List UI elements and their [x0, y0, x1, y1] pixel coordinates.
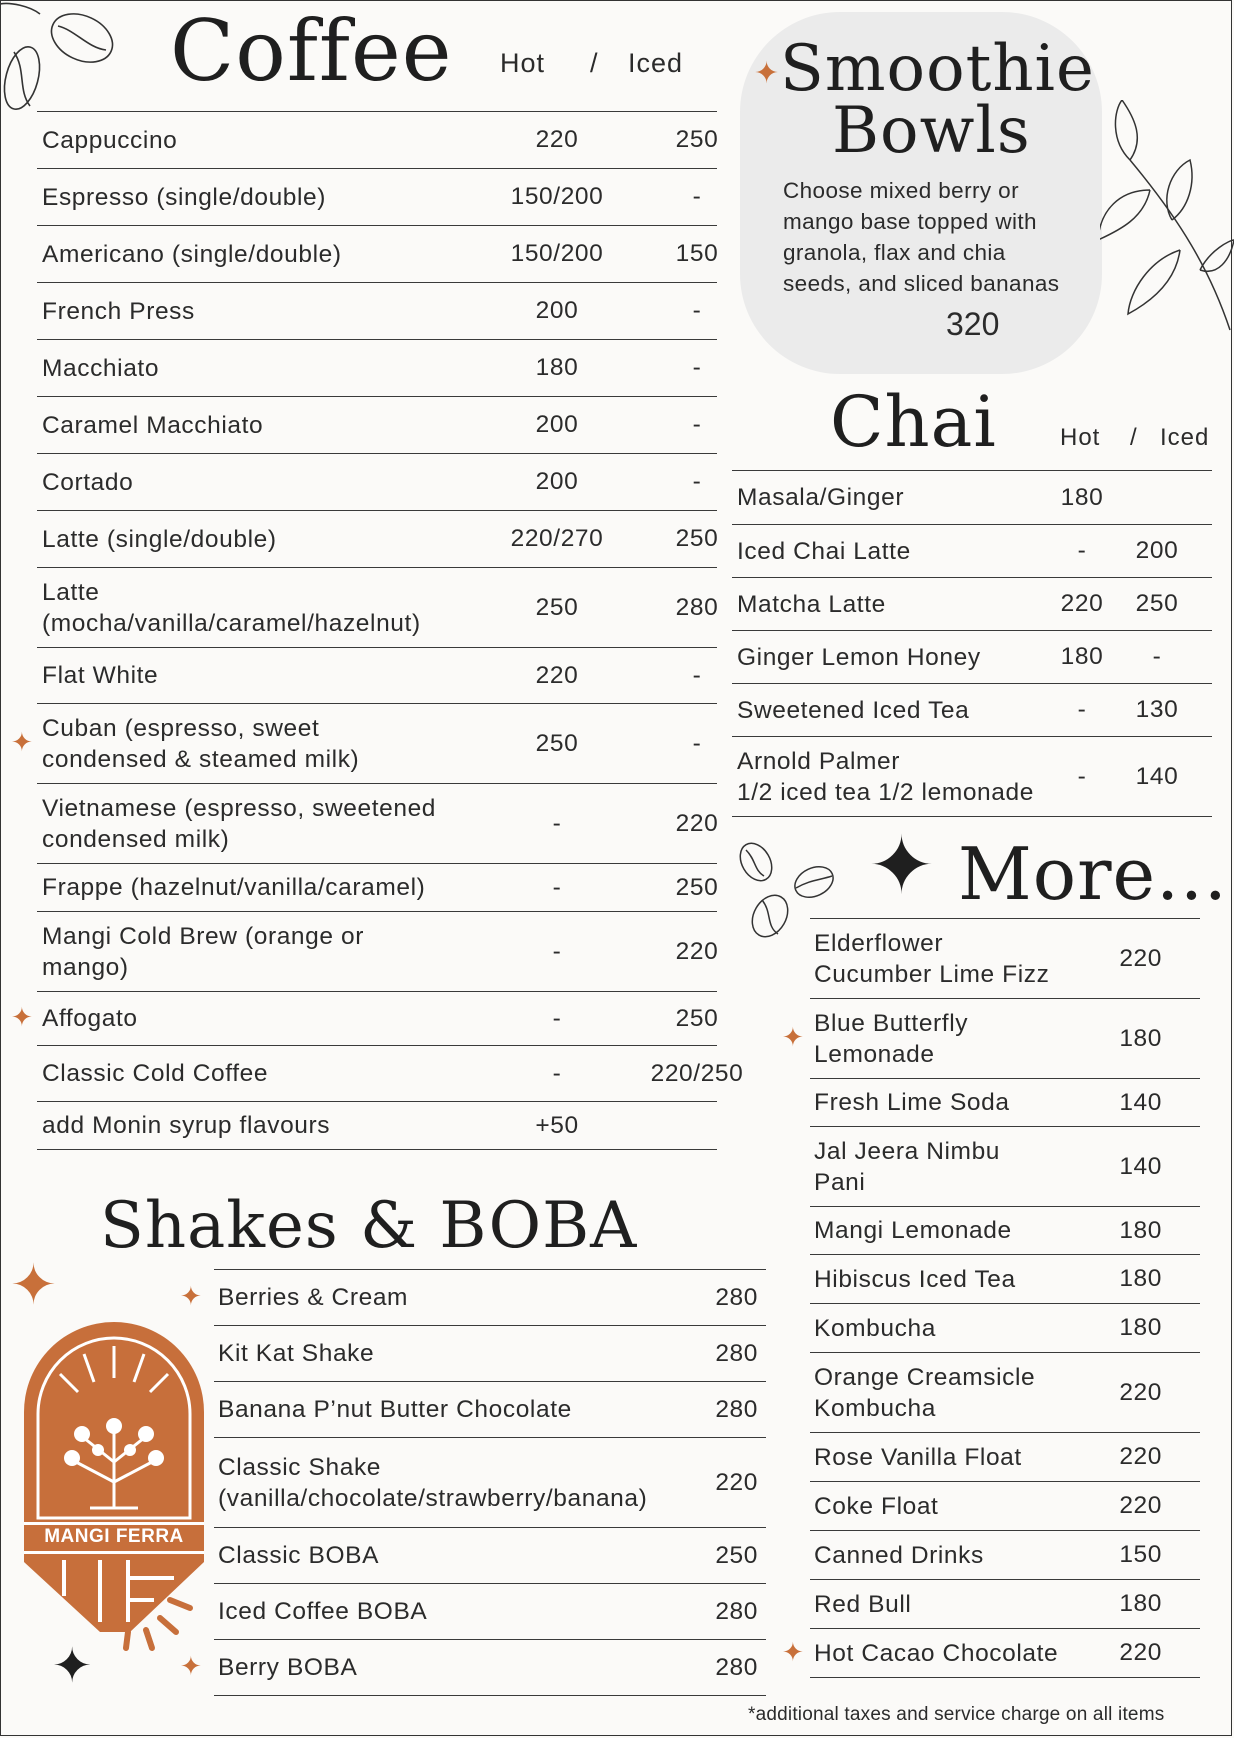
coffee-item-name: Frappe (hazelnut/vanilla/caramel): [42, 874, 426, 901]
chai-item-name: Masala/Ginger: [737, 484, 905, 511]
chai-item-name: Matcha Latte: [737, 590, 886, 618]
more-item-name: Jal Jeera Nimbu Pani: [814, 1137, 1001, 1196]
more-item-name: Hot Cacao Chocolate: [814, 1639, 1059, 1667]
coffee-item-name: Cortado: [42, 468, 134, 496]
coffee-item-hot: 200: [535, 297, 579, 324]
more-item-row: [810, 999, 1200, 1079]
coffee-item-hot: -: [552, 809, 562, 837]
chai-item-iced: 250: [1135, 590, 1179, 617]
coffee-item-name: add Monin syrup flavours: [42, 1112, 331, 1139]
more-item-price: 150: [1119, 1541, 1162, 1568]
coffee-slash: /: [590, 48, 599, 78]
coffee-item-iced: -: [692, 183, 702, 210]
sparkle-star-icon: ✦: [10, 1253, 57, 1316]
more-item-name: Rose Vanilla Float: [814, 1443, 1022, 1471]
chai-item-row: [732, 737, 1212, 817]
more-item-price: 220: [1119, 944, 1162, 972]
shakes-item-row: [214, 1326, 766, 1382]
footer-note: *additional taxes and service charge on all items: [748, 1704, 1165, 1725]
sparkle-star-icon: ✦: [754, 57, 780, 90]
smoothie-title-line1: Smoothie: [780, 32, 1095, 106]
coffee-item-name: Macchiato: [42, 354, 160, 382]
more-item-name: Coke Float: [814, 1492, 939, 1520]
chai-iced-header: Iced: [1160, 424, 1210, 451]
coffee-item-hot: 220: [535, 126, 579, 153]
shakes-item-price: 280: [715, 1283, 758, 1311]
more-item-row: [810, 1127, 1200, 1207]
sparkle-star-icon: ✦: [180, 1651, 202, 1681]
coffee-item-row: [37, 226, 717, 283]
shakes-title: Shakes & BOBA: [100, 1189, 638, 1263]
more-item-row: [810, 1433, 1200, 1482]
coffee-item-iced: -: [692, 411, 702, 438]
coffee-item-hot: -: [552, 937, 562, 965]
more-item-row: [810, 1580, 1200, 1629]
coffee-item-row: [37, 648, 717, 704]
more-item-row: [810, 1255, 1200, 1304]
more-item-name: Red Bull: [814, 1590, 912, 1618]
sparkle-star-icon: ✦: [180, 1281, 202, 1311]
more-item-price: 180: [1119, 1590, 1162, 1617]
coffee-item-iced: -: [692, 297, 702, 324]
more-title: More...: [958, 832, 1228, 916]
more-item-name: Canned Drinks: [814, 1541, 984, 1569]
shakes-item-name: Berry BOBA: [218, 1654, 358, 1681]
coffee-item-row: [37, 1046, 744, 1102]
chai-item-row: [732, 631, 1212, 684]
coffee-item-iced: 250: [675, 873, 719, 901]
smoothie-title-line2: Bowls: [832, 94, 1031, 168]
sparkle-star-icon: ✦: [11, 1002, 33, 1032]
more-item-name: Kombucha: [814, 1314, 936, 1342]
logo-text: MANGI FERRA: [44, 1526, 184, 1547]
coffee-item-hot: 250: [535, 593, 579, 621]
shakes-item-row: [214, 1584, 766, 1640]
coffee-item-hot: 220: [535, 661, 579, 689]
coffee-item-hot: 150/200: [510, 240, 604, 267]
more-item-name: Mangi Lemonade: [814, 1217, 1012, 1244]
more-item-price: 140: [1119, 1152, 1162, 1180]
more-item-price: 220: [1119, 1492, 1162, 1519]
coffee-item-hot: -: [552, 1059, 562, 1087]
coffee-item-iced: 250: [675, 1004, 719, 1032]
smoothie-description: Choose mixed berry or mango base topped with granola, flax and chia seeds, and sliced bananas: [783, 178, 1060, 296]
coffee-item-name: French Press: [42, 297, 195, 325]
sparkle-star-icon: ✦: [782, 1636, 804, 1667]
coffee-item-hot: -: [552, 873, 562, 901]
coffee-item-hot: +50: [535, 1111, 579, 1139]
shakes-item-price: 280: [715, 1653, 758, 1681]
more-item-row: [810, 1482, 1200, 1531]
coffee-item-row: [37, 340, 717, 397]
shakes-item-price: 250: [715, 1541, 758, 1569]
more-item-price: 220: [1119, 1378, 1162, 1406]
coffee-item-name: Affogato: [42, 1005, 138, 1032]
chai-item-hot: 220: [1060, 590, 1104, 617]
coffee-item-row: [37, 568, 717, 648]
coffee-item-hot: 220/270: [510, 525, 604, 552]
more-item-name: Orange Creamsicle Kombucha: [814, 1363, 1036, 1422]
chai-item-row: [732, 578, 1212, 631]
shakes-item-name: Banana P’nut Butter Chocolate: [218, 1396, 572, 1423]
chai-item-name: Sweetened Iced Tea: [737, 696, 970, 724]
coffee-item-name: Cuban (espresso, sweet condensed & steamed milk): [42, 714, 360, 773]
shakes-item-name: Iced Coffee BOBA: [218, 1598, 428, 1625]
coffee-item-row: [37, 1102, 717, 1150]
coffee-item-name: Latte (single/double): [42, 525, 277, 553]
coffee-item-name: Espresso (single/double): [42, 183, 327, 211]
coffee-item-iced: 280: [675, 593, 719, 621]
coffee-item-iced: 220: [675, 937, 719, 965]
chai-item-name: Ginger Lemon Honey: [737, 643, 981, 671]
coffee-item-row: [37, 511, 717, 568]
more-item-price: 220: [1119, 1639, 1162, 1666]
more-item-row: [810, 1079, 1200, 1127]
coffee-item-name: Latte (mocha/vanilla/caramel/hazelnut): [42, 578, 421, 637]
more-item-price: 220: [1119, 1443, 1162, 1470]
more-item-name: Hibiscus Iced Tea: [814, 1265, 1016, 1293]
more-item-name: Blue Butterfly Lemonade: [814, 1009, 969, 1068]
coffee-iced-header: Iced: [628, 48, 684, 78]
shakes-item-row: [214, 1528, 766, 1584]
shakes-item-name: Classic Shake (vanilla/chocolate/strawberry/banana): [218, 1453, 648, 1512]
chai-item-row: [732, 471, 1212, 525]
coffee-item-name: Caramel Macchiato: [42, 411, 264, 439]
smoothie-price: 320: [946, 306, 1000, 342]
coffee-item-row: [37, 704, 717, 784]
shakes-item-price: 280: [715, 1597, 758, 1625]
coffee-item-row: [37, 454, 717, 511]
coffee-item-iced: 220/250: [650, 1059, 744, 1087]
coffee-item-name: Mangi Cold Brew (orange or mango): [42, 922, 364, 981]
coffee-item-row: [37, 992, 717, 1046]
coffee-item-hot: 180: [535, 354, 579, 381]
more-item-price: 180: [1119, 1216, 1162, 1244]
coffee-item-hot: 150/200: [510, 183, 604, 210]
coffee-item-row: [37, 397, 717, 454]
chai-item-iced: 130: [1135, 696, 1179, 723]
more-item-row: [810, 1353, 1200, 1433]
coffee-item-hot: 200: [535, 468, 579, 495]
coffee-item-row: [37, 169, 717, 226]
coffee-item-row: [37, 864, 717, 912]
chai-item-name: Arnold Palmer 1/2 iced tea 1/2 lemonade: [737, 747, 1034, 806]
coffee-bean-icon: [0, 0, 130, 120]
chai-item-hot: -: [1077, 762, 1087, 790]
shakes-item-price: 280: [715, 1395, 758, 1423]
coffee-item-iced: -: [692, 354, 702, 381]
more-item-price: 180: [1119, 1314, 1162, 1341]
more-item-row: [810, 1207, 1200, 1255]
coffee-item-iced: 220: [675, 809, 719, 837]
shakes-item-price: 280: [715, 1339, 758, 1367]
more-item-name: Fresh Lime Soda: [814, 1089, 1010, 1116]
coffee-item-name: Americano (single/double): [42, 240, 342, 268]
more-item-name: Elderflower Cucumber Lime Fizz: [814, 929, 1050, 988]
sparkle-star-icon: ✦: [11, 727, 33, 757]
coffee-item-row: [37, 912, 717, 992]
coffee-item-name: Vietnamese (espresso, sweetened condensed milk): [42, 794, 437, 853]
coffee-item-iced: -: [692, 661, 702, 689]
coffee-item-row: [37, 283, 717, 340]
more-item-row: [810, 1629, 1200, 1678]
chai-item-hot: 180: [1060, 483, 1104, 511]
coffee-item-name: Classic Cold Coffee: [42, 1060, 269, 1087]
chai-item-row: [732, 525, 1212, 578]
leaf-branch-icon: [1100, 100, 1234, 340]
coffee-item-hot: -: [552, 1004, 562, 1032]
coffee-item-row: [37, 112, 717, 169]
coffee-hot-header: Hot: [500, 48, 546, 78]
chai-title: Chai: [830, 381, 997, 463]
more-item-row: [810, 1304, 1200, 1353]
sparkle-star-icon: ✦: [52, 1640, 93, 1693]
shakes-item-row: [214, 1382, 766, 1438]
chai-item-iced: -: [1152, 643, 1162, 670]
shakes-item-row: [214, 1270, 766, 1326]
shakes-item-name: Kit Kat Shake: [218, 1340, 375, 1367]
coffee-item-row: [37, 784, 717, 864]
sparkle-star-icon: ✦: [868, 821, 936, 910]
sparkle-star-icon: ✦: [782, 1022, 804, 1052]
chai-item-row: [732, 684, 1212, 737]
chai-item-hot: -: [1077, 537, 1087, 564]
coffee-item-iced: 250: [675, 525, 719, 552]
coffee-item-iced: 250: [675, 126, 719, 153]
chai-item-hot: 180: [1060, 643, 1104, 670]
coffee-item-iced: 150: [675, 240, 719, 267]
coffee-title: Coffee: [170, 2, 453, 100]
shakes-item-row: [214, 1640, 766, 1696]
more-item-row: [810, 1531, 1200, 1580]
coffee-item-hot: 250: [535, 729, 579, 757]
chai-item-name: Iced Chai Latte: [737, 537, 911, 565]
more-item-price: 180: [1119, 1024, 1162, 1052]
coffee-item-name: Flat White: [42, 662, 159, 689]
coffee-item-iced: -: [692, 468, 702, 495]
coffee-item-iced: -: [692, 729, 702, 757]
chai-item-iced: 140: [1135, 762, 1179, 790]
shakes-item-name: Classic BOBA: [218, 1542, 380, 1569]
more-item-price: 140: [1119, 1088, 1162, 1116]
chai-hot-header: Hot: [1060, 424, 1101, 451]
shakes-item-name: Berries & Cream: [218, 1284, 409, 1311]
shakes-item-price: 220: [715, 1468, 758, 1496]
more-item-row: [810, 919, 1200, 999]
chai-item-hot: -: [1077, 696, 1087, 723]
coffee-item-hot: 200: [535, 411, 579, 438]
chai-item-iced: 200: [1135, 537, 1179, 564]
more-item-price: 180: [1119, 1265, 1162, 1292]
coffee-item-name: Cappuccino: [42, 126, 178, 154]
chai-slash: /: [1130, 424, 1137, 451]
shakes-item-row: [214, 1438, 766, 1528]
